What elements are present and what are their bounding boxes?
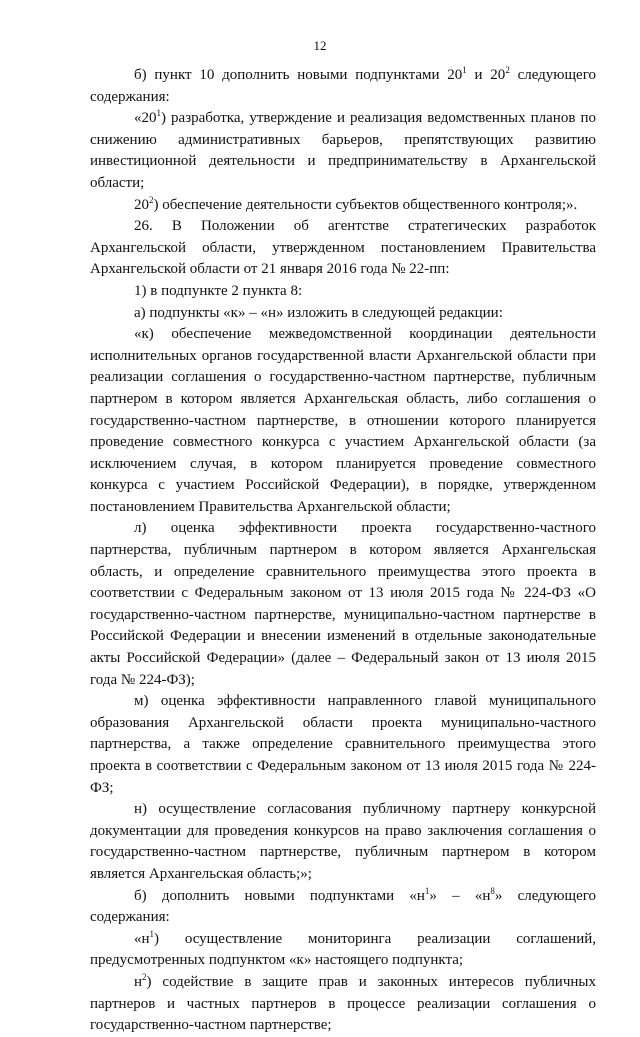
paragraph: н) осуществление согласования публичному партнеру конкурсной документации для проведения конкурсов на право заключения соглашения о государственно-частном партнерстве, публичным партнером в котором является Архангельская область;»;	[90, 801, 596, 882]
paragraph: «$н^1$) осуществление мониторинга реализации соглашений, предусмотренных подпунктом «к» настоящего подпункта;	[90, 928, 596, 969]
page-number: 12	[313, 38, 327, 53]
paragraph: а) подпункты «к» – «н» изложить в следующей редакции:	[134, 304, 503, 321]
paragraph: л) оценка эффективности проекта государственно-частного партнерства, публичным партнером в котором является Архангельская область, и определение сравнительного преимущества этого проекта в соответствии с Федеральным законом от 13 июля 2015 года № 224-ФЗ «О государственно-частном партнерстве, муниципально-частном партнерстве в Российской Федерации и внесении изменений в отдельные законодательные акты Российской Федерации» (далее – Федеральный закон от 13 июля 2015 года № 224-ФЗ);	[90, 520, 596, 688]
paragraph: «$20^1$) разработка, утверждение и реализация ведомственных планов по снижению административных барьеров, препятствующих развитию инвестиционной деятельности и предпринимательству в Архангельской области;	[90, 108, 596, 191]
paragraph: м) оценка эффективности направленного главой муниципального образования Архангельской области проекта муниципально-частного партнерства, а также определение сравнительного преимущества этого проекта в соответствии с Федеральным законом от 13 июля 2015 года № 224-ФЗ;	[90, 693, 596, 796]
paragraph: «к) обеспечение межведомственной координации деятельности исполнительных органов государственной власти Архангельской области при реализации соглашения о государственно-частном партнерстве, публичным партнером в котором является Архангельская область, либо соглашения о государственно-частном партнерстве, в отношении которого планируется проведение совместного конкурса с участием Архангельской области (за исключением случая, в котором планируется проведение совместного конкурса с участием Российской Федерации), в порядке, утвержденном постановлением Правительства Архангельской области;	[90, 326, 596, 515]
paragraph: б) пункт 10 дополнить новыми подпунктами $20^1$ и $20^2$ следующего содержания:	[90, 65, 596, 105]
paragraph: 26. В Положении об агентстве стратегических разработок Архангельской области, утвержденном постановлением Правительства Архангельской области от 21 января 2016 года № 22-пп:	[90, 218, 596, 278]
document-body	[90, 65, 596, 1037]
paragraph: 1) в подпункте 2 пункта 8:	[134, 282, 303, 299]
paragraph: $20^2$) обеспечение деятельности субъектов общественного контроля;».	[134, 194, 578, 213]
paragraph: б) дополнить новыми подпунктами «$н^1$» – «$н^8$» следующего содержания:	[90, 885, 596, 926]
paragraph: $н^2$) содействие в защите прав и законных интересов публичных партнеров и частных партнеров в процессе реализации соглашения о государственно-частном партнерстве;	[90, 971, 596, 1034]
